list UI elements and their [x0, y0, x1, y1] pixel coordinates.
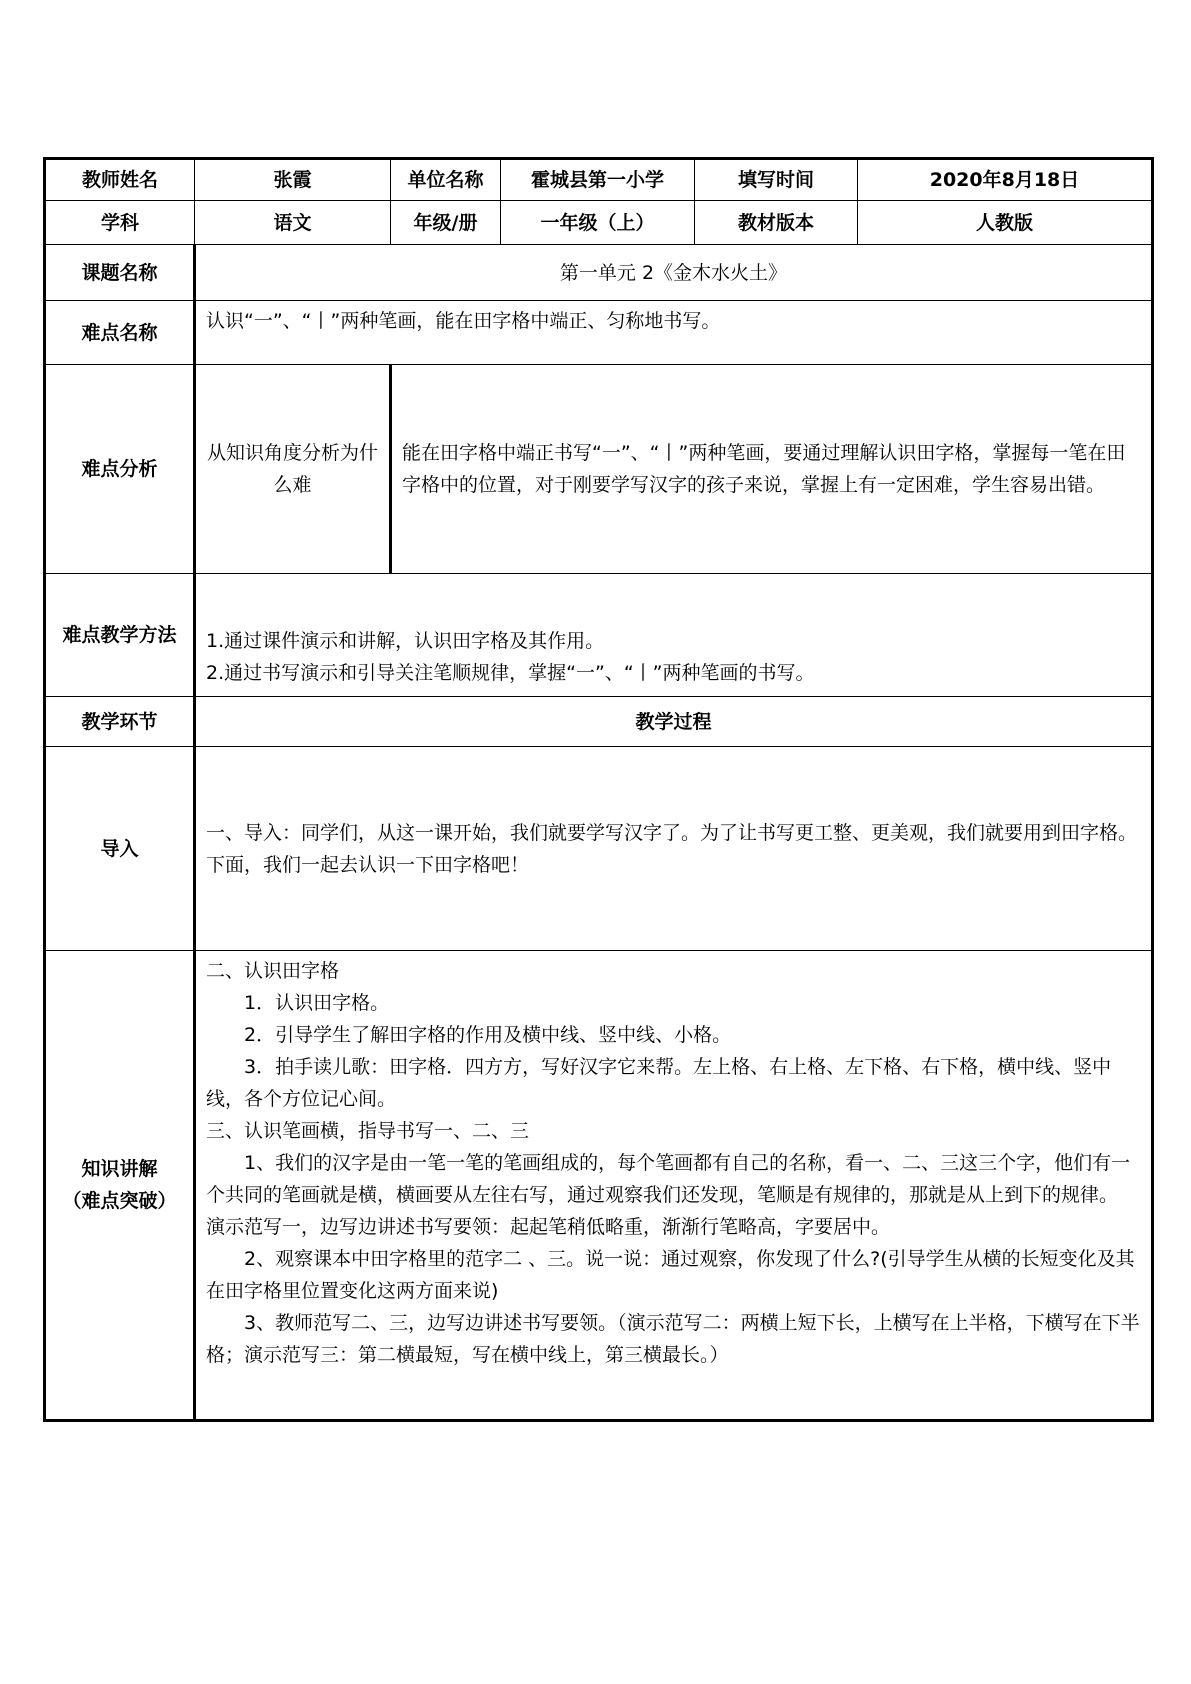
edition-label: 教材版本 [695, 201, 858, 245]
method-line-1: 1.通过课件演示和讲解，认识田字格及其作用。 [206, 630, 605, 652]
lesson-plan-table [43, 157, 1154, 1422]
intro-row [45, 747, 1153, 951]
analysis-value: 能在田字格中端正书写“一”、“丨”两种笔画，要通过理解认识田字格，掌握每一笔在田字格中的位置，对于刚要学写汉字的孩子来说，掌握上有一定困难，学生容易出错。 [391, 365, 1153, 574]
knowledge-line-7: 演示范写一，边写边讲述书写要领：起起笔稍低略重，渐渐行笔略高，字要居中。 [206, 1216, 891, 1238]
topic-label: 课题名称 [45, 245, 195, 301]
info-row-2 [45, 201, 1153, 245]
teacher-value: 张霞 [195, 159, 391, 201]
analysis-sub-label: 从知识角度分析为什么难 [195, 365, 391, 574]
method-row [45, 574, 1153, 697]
difficulty-row [45, 301, 1153, 365]
subject-label: 学科 [45, 201, 195, 245]
knowledge-line-9: 3、教师范写二、三，边写边讲述书写要领。（演示范写二：两横上短下长，上横写在上半格，下横写在下半格；演示范写三：第二横最短，写在横中线上，第三横最长。） [206, 1312, 1140, 1366]
intro-label: 导入 [45, 747, 195, 951]
method-label: 难点教学方法 [45, 574, 195, 697]
knowledge-label-line-2: （难点突破） [62, 1190, 177, 1212]
difficulty-value: 认识“一”、“丨”两种笔画，能在田字格中端正、匀称地书写。 [195, 301, 1153, 365]
topic-row [45, 245, 1153, 301]
knowledge-label [45, 951, 195, 1421]
knowledge-line-8: 2、观察课本中田字格里的范字二 、三。说一说：通过观察，你发现了什么?(引导学生从横的长短变化及其在田字格里位置变化这两方面来说) [206, 1248, 1135, 1302]
knowledge-value [195, 951, 1153, 1421]
process-header-row [45, 697, 1153, 747]
knowledge-line-4: 3．拍手读儿歌：田字格．四方方，写好汉字它来帮。左上格、右上格、左下格、右下格，横中线、竖中线，各个方位记心间。 [206, 1056, 1112, 1110]
process-section-label: 教学环节 [45, 697, 195, 747]
grade-value: 一年级（上） [501, 201, 695, 245]
topic-value: 第一单元 2《金木水火土》 [195, 245, 1153, 301]
unit-label: 单位名称 [391, 159, 501, 201]
date-value: 2020年8月18日 [858, 159, 1153, 201]
unit-value: 霍城县第一小学 [501, 159, 695, 201]
edition-value: 人教版 [858, 201, 1153, 245]
date-label: 填写时间 [695, 159, 858, 201]
knowledge-line-1: 二、认识田字格 [206, 960, 340, 982]
knowledge-label-line-1: 知识讲解 [81, 1158, 158, 1180]
lesson-plan-sheet [43, 157, 1151, 1422]
teacher-label: 教师姓名 [45, 159, 195, 201]
analysis-label: 难点分析 [45, 365, 195, 574]
subject-value: 语文 [195, 201, 391, 245]
grade-label: 年级/册 [391, 201, 501, 245]
knowledge-line-2: 1．认识田字格。 [244, 992, 390, 1014]
info-row-1 [45, 159, 1153, 201]
knowledge-row [45, 951, 1153, 1421]
knowledge-line-5: 三、认识笔画横，指导书写一、二、三 [206, 1120, 530, 1142]
method-value [195, 574, 1153, 697]
analysis-row [45, 365, 1153, 574]
method-line-2: 2.通过书写演示和引导关注笔顺规律，掌握“一”、“丨”两种笔画的书写。 [206, 662, 815, 684]
knowledge-line-6: 1、我们的汉字是由一笔一笔的笔画组成的，每个笔画都有自己的名称，看一、二、三这三个字，他们有一个共同的笔画就是横，横画要从左往右写，通过观察我们还发现，笔顺是有规律的，那就是从上到下的规律。 [206, 1152, 1131, 1206]
knowledge-line-3: 2．引导学生了解田字格的作用及横中线、竖中线、小格。 [244, 1024, 732, 1046]
difficulty-label: 难点名称 [45, 301, 195, 365]
process-header-label: 教学过程 [195, 697, 1153, 747]
intro-value: 一、导入：同学们，从这一课开始，我们就要学写汉字了。为了让书写更工整、更美观，我们就要用到田字格。下面，我们一起去认识一下田字格吧！ [195, 747, 1153, 951]
